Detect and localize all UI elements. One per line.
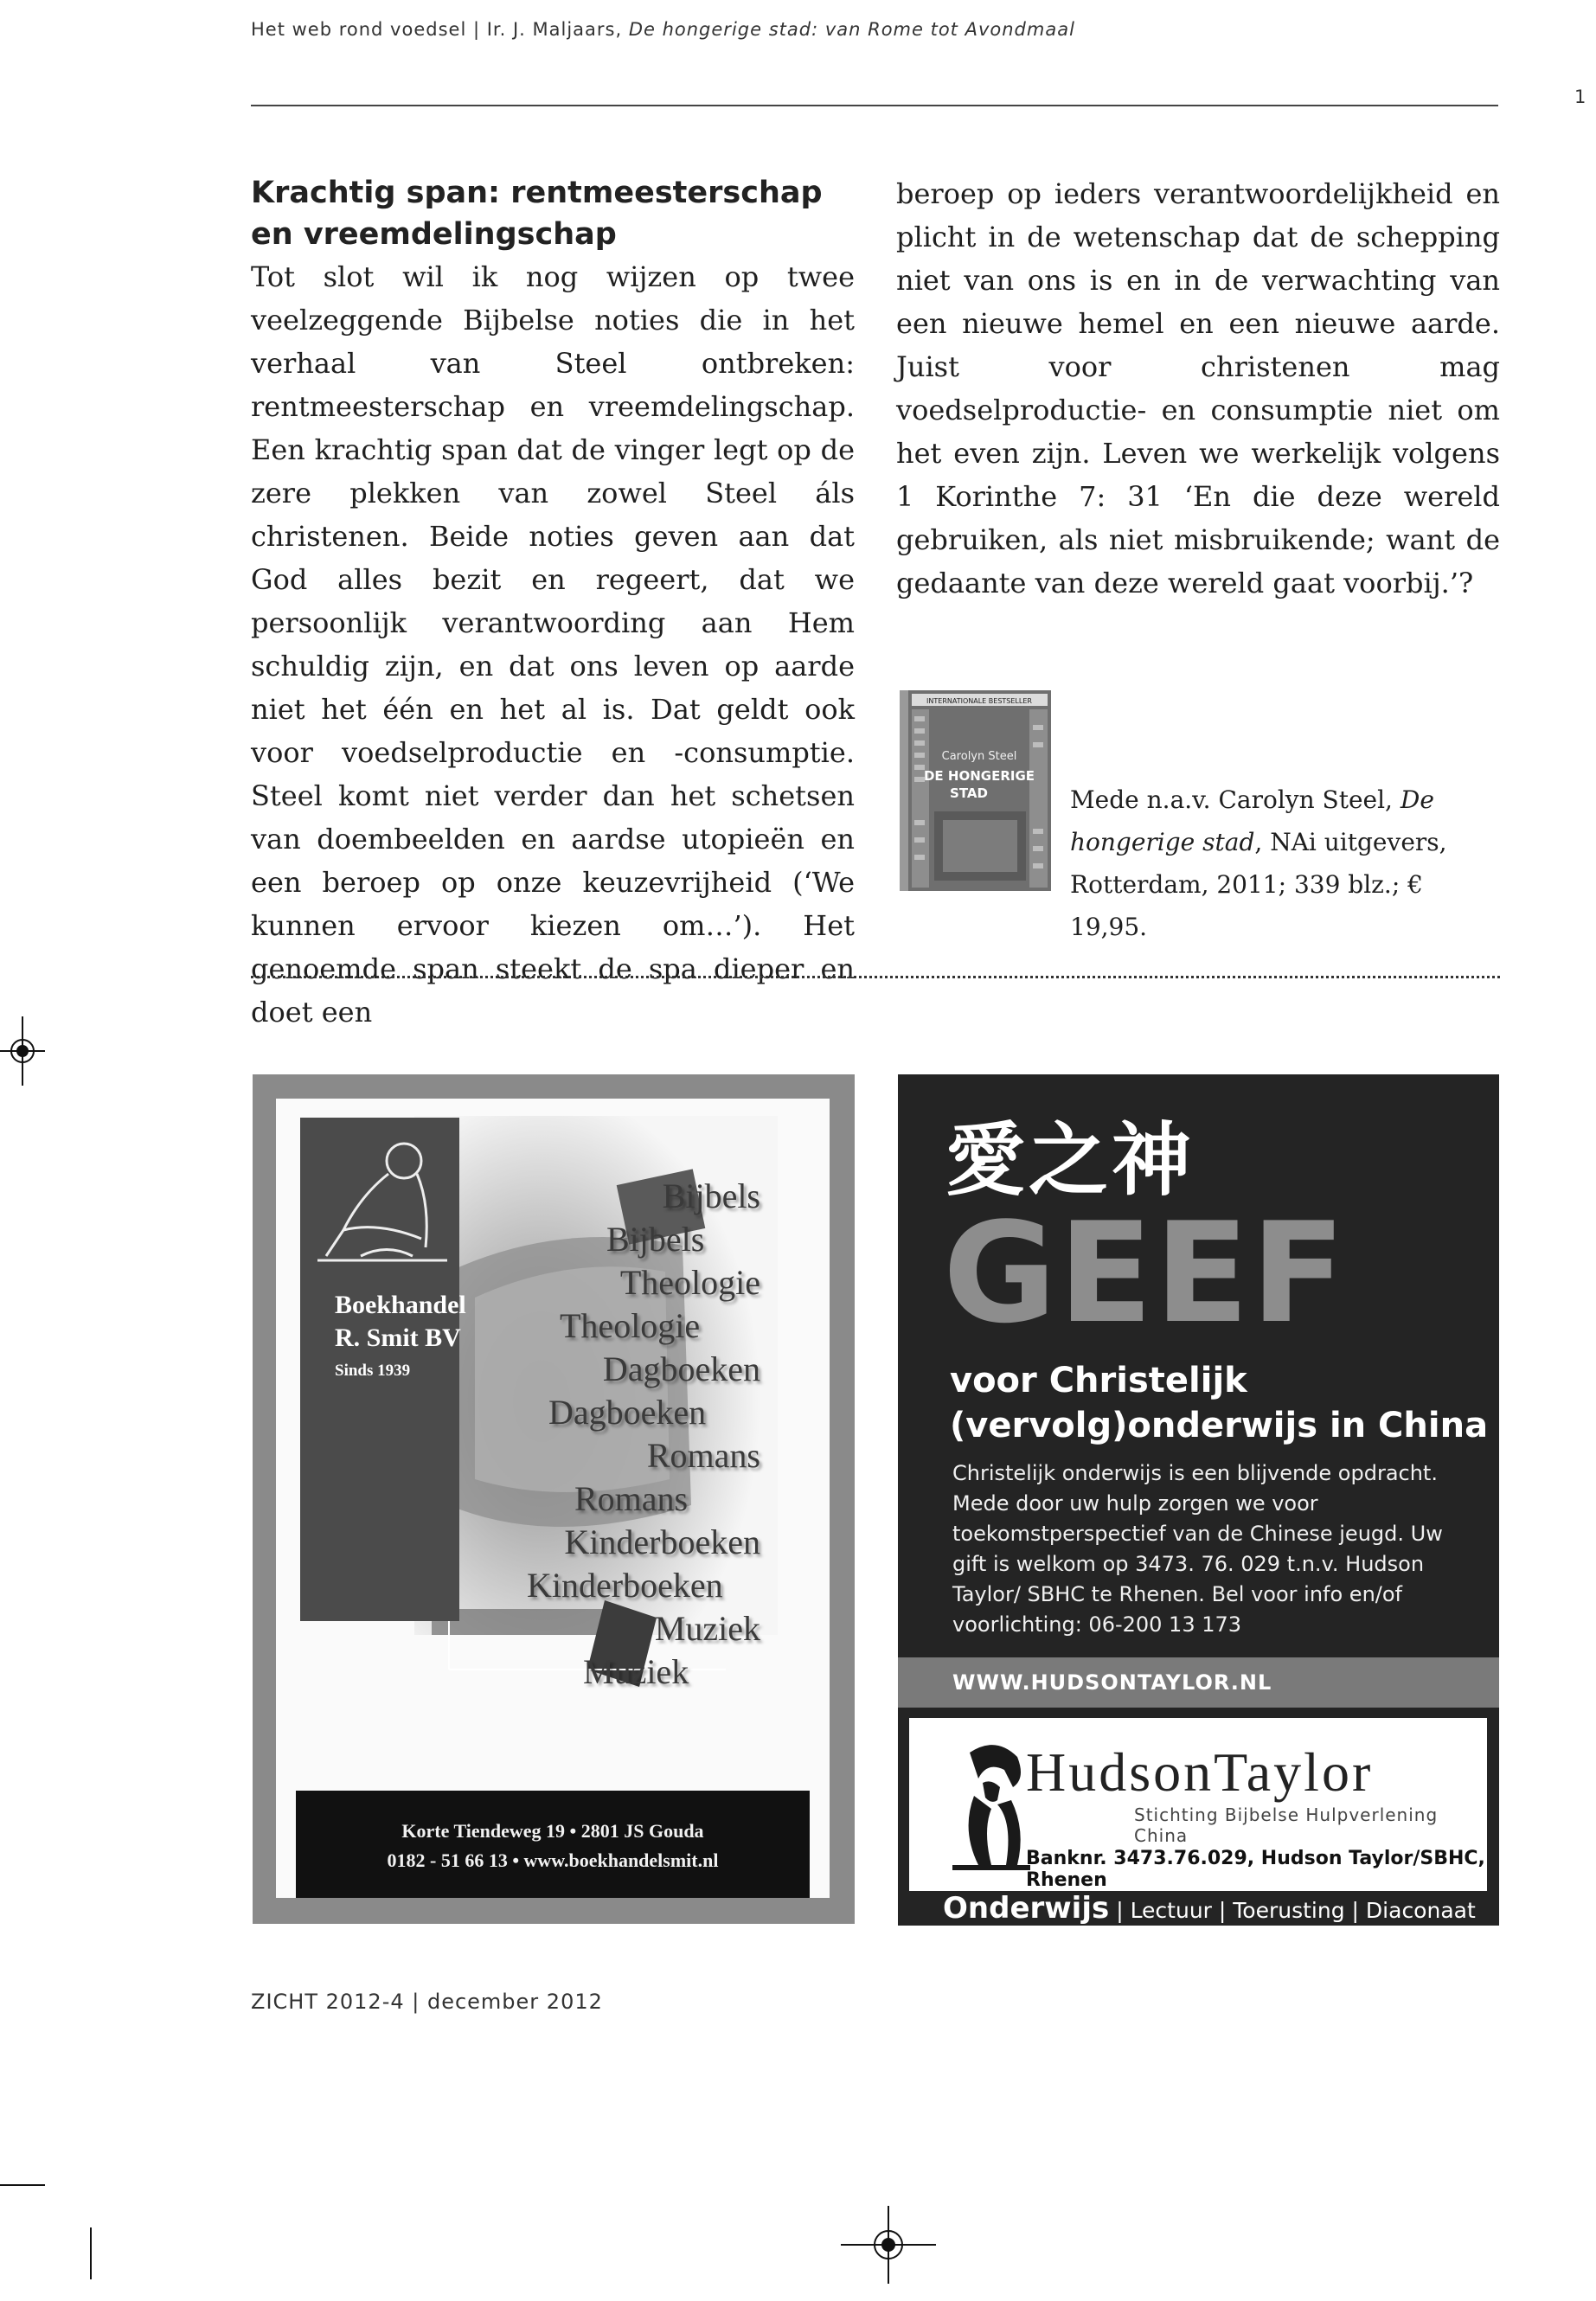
bookstore-word: Muziek	[654, 1609, 760, 1648]
hudson-headline-2: (vervolg)onderwijs in China	[950, 1406, 1489, 1445]
header-rule	[251, 105, 1498, 106]
article-paragraph-right: beroep op ieders verantwoordelijkheid en plicht in de wetenschap dat de schepping niet van ons is en in de verwachting van een nieuwe hemel en een nieuwe aarde. Juist voor christenen mag voedselproductie- en consumptie niet om het even zijn. Leven we werkelijk volgens 1 Korinthe 7: 31 ‘En die deze wereld gebruiken, als niet misbruikende; want de gedaante van deze wereld gaat voorbij.’?	[896, 177, 1500, 599]
bookstore-word: Muziek	[583, 1652, 689, 1691]
book-cover-title-1: DE HONGERIGE	[923, 768, 1035, 784]
hudson-bank-account: Banknr. 3473.76.029, Hudson Taylor/SBHC, Rhenen	[1026, 1848, 1485, 1891]
hudson-logo-panel	[909, 1718, 1487, 1891]
bookstore-ad-dark-panel	[300, 1118, 466, 1621]
bookstore-word: Dagboeken	[548, 1393, 707, 1432]
book-caption-suffix: , NAi uitgevers, Rotterdam, 2011; 339 blz.; € 19,95.	[1070, 828, 1447, 941]
bookstore-address: Korte Tiendeweg 19 • 2801 JS Gouda	[401, 1820, 704, 1842]
reading-man-illustration	[309, 1126, 456, 1273]
book-caption-prefix: Mede n.a.v. Carolyn Steel,	[1070, 785, 1393, 814]
hudson-bottom-item: Lectuur	[1130, 1898, 1212, 1923]
bookstore-ad-panel	[276, 1099, 830, 1898]
hudson-bottom-bar	[898, 1891, 1499, 1926]
dotted-separator	[251, 976, 1500, 978]
article-column-right	[896, 172, 1500, 605]
hudson-headline-1: voor Christelijk	[950, 1361, 1247, 1400]
book-cover-image	[900, 690, 1051, 891]
article-paragraph-left: Tot slot wil ik nog wijzen op twee veelzeggende Bijbelse noties die in het verhaal van Steel ontbreken: rentmeesterschap en vreemdelingschap. Een krachtig span dat de vinger legt op de zere plekken van zowel Steel áls christenen. Beide noties geven aan dat God alles bezit en regeert, dat we persoonlijk verantwoording aan Hem schuldig zijn, en dat ons leven op aarde niet het één en het al is. Dat geldt ook voor voedselproductie en -consumptie. Steel komt niet verder dan het schetsen van doembeelden en aardse utopieën en een beroep op onze keuzevrijheid (‘We kunnen ervoor kiezen om…’). Het genoemde span steekt de spa dieper en doet een	[251, 260, 855, 1029]
bookstore-advertisement	[253, 1074, 855, 1924]
hudson-bottom-separator: |	[1351, 1898, 1366, 1923]
bookstore-word: Theologie	[619, 1263, 760, 1302]
bookstore-name-line-1: Boekhandel	[335, 1291, 466, 1319]
bookstore-contact: 0182 - 51 66 13 • www.boekhandelsmit.nl	[387, 1849, 719, 1871]
hudson-website-url: WWW.HUDSONTAYLOR.NL	[952, 1670, 1272, 1695]
bookstore-word: Theologie	[560, 1306, 701, 1345]
hudson-geef-title: GEEF	[943, 1192, 1348, 1354]
hudson-url-bar	[898, 1657, 1499, 1708]
hudson-bottom-main: Onderwijs	[943, 1891, 1110, 1926]
bookstore-name	[335, 1289, 466, 1355]
registration-mark-icon	[0, 1016, 45, 1086]
hudson-taylor-advertisement	[898, 1074, 1499, 1926]
hudson-bottom-separator: |	[1116, 1898, 1131, 1923]
book-cover-author: Carolyn Steel	[941, 750, 1017, 763]
hudson-foundation-name: Stichting Bijbelse Hulpverlening China	[1134, 1804, 1439, 1846]
book-cover-top-text: INTERNATIONALE BESTSELLER	[926, 697, 1032, 705]
registration-mark-icon	[841, 2206, 936, 2284]
bookstore-word: Dagboeken	[602, 1349, 760, 1388]
bookstore-word: Romans	[574, 1479, 689, 1518]
bookstore-ad-footer	[296, 1791, 810, 1898]
book-caption-title: De hongerige stad	[1070, 785, 1434, 856]
bookstore-since: Sinds 1939	[335, 1362, 411, 1380]
article-heading: Krachtig span: rentmeesterschap en vreemdelingschap	[251, 176, 823, 252]
book-caption	[1070, 779, 1498, 948]
hudson-taylor-brand: HudsonTaylor	[1026, 1741, 1374, 1803]
bookstore-name-line-2: R. Smit BV	[335, 1324, 461, 1352]
running-header	[251, 19, 1075, 40]
book-cover-title-2: STAD	[950, 785, 988, 801]
hudson-bottom-separator: |	[1218, 1898, 1234, 1923]
hudson-taylor-portrait	[944, 1735, 1039, 1874]
page-footer: ZICHT 2012-4 | december 2012	[251, 1990, 603, 2014]
running-header-italic: De hongerige stad: van Rome tot Avondmaal	[628, 19, 1075, 40]
page-number: 1	[1574, 87, 1586, 107]
bookstore-word: Bijbels	[662, 1176, 760, 1215]
running-header-plain: Het web rond voedsel | Ir. J. Maljaars,	[251, 19, 623, 40]
crop-mark	[0, 2184, 45, 2186]
hudson-bottom-item: Diaconaat	[1365, 1898, 1476, 1923]
hudson-body-text: Christelijk onderwijs is een blijvende opdracht. Mede door uw hulp zorgen we voor toekomstperspectief van de Chinese jeugd. Uw gift is welkom op 3473. 76. 029 t.n.v. Hudson Taylor/ SBHC te Rhenen. Bel voor info en/of voorlichting: 06-200 13 173	[952, 1461, 1443, 1637]
hudson-chinese-characters: 愛之神	[945, 1114, 1195, 1207]
crop-mark	[90, 2227, 92, 2279]
bookstore-word: Kinderboeken	[527, 1566, 723, 1605]
bookstore-word: Kinderboeken	[564, 1522, 760, 1561]
article-column-left	[251, 255, 855, 1034]
bookstore-word: Bijbels	[606, 1220, 705, 1259]
bookstore-word: Romans	[646, 1436, 760, 1475]
hudson-bottom-item: Toerusting	[1233, 1898, 1345, 1923]
